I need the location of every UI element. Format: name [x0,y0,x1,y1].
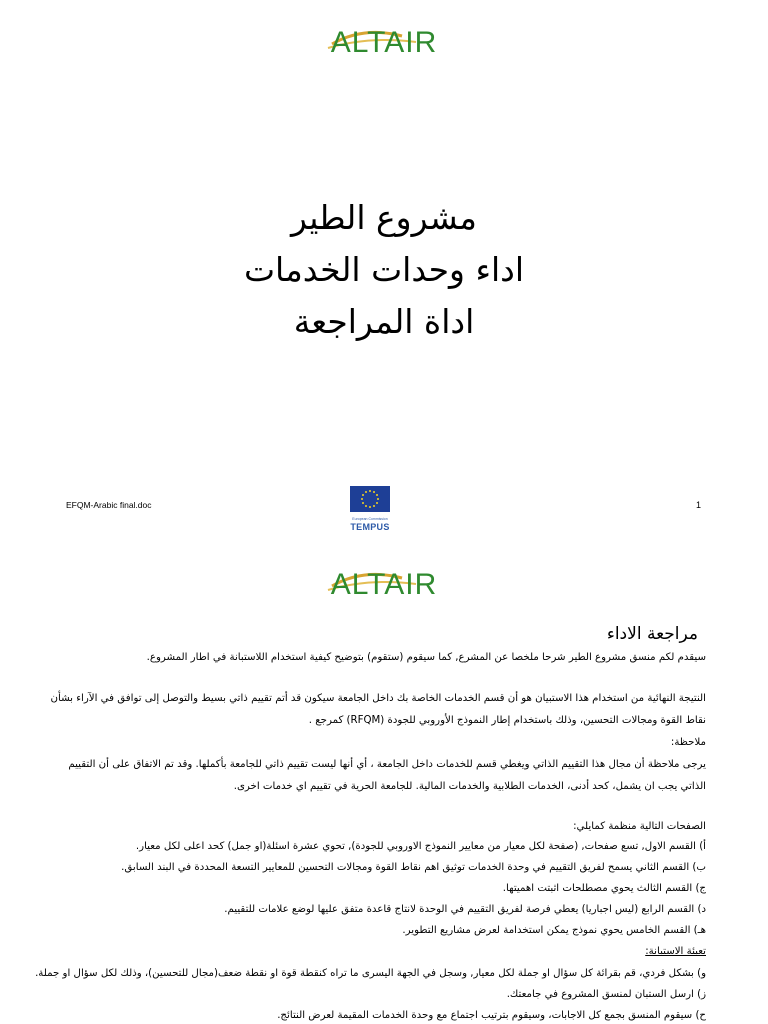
altair-logo-icon [324,556,444,602]
fill-label: تعبئة الاستبانة: [645,946,706,957]
tempus-label: TEMPUS [350,522,390,532]
section-item-b: ب) القسم الثاني يسمح لفريق التقييم في وحدة الخدمات توثيق اهم نقاط القوة ومجالات التحسين للمعايير التسعة المحددة في البند السابق. [121,862,706,873]
section-item-a: أ) القسم الاول, تسع صفحات, (صفحة لكل معيار من معايير النموذج الاوروبي للجودة), تحوي عشرة اسئلة(او جمل) كحد اعلى لكل معيار. [135,841,706,852]
title-line-1: مشروع الطير [291,198,477,237]
fill-item-1: و) بشكل فردي، قم بقرائة كل سؤال او جملة لكل معيار, وسجل في الجهة اليسرى ما تراه كنقطة قوة او نقطة ضعف(مجال للتحسين)، وذلك لكل سؤال او جملة. [35,968,706,979]
svg-text:ALTAIR: ALTAIR [330,568,438,601]
result-line-1: النتيجة النهائية من استخدام هذا الاستبيان هو أن قسم الخدمات الخاصة بك داخل الجامعة سيكون قد أتم تقييم ذاتي بسيط والتوصل إلى توافق في الآراء بشأن [50,693,706,704]
title-line-2: اداء وحدات الخدمات [243,250,525,289]
fill-item-2: ز) ارسل الستبان لمنسق المشروع في جامعتك. [506,989,706,1000]
note-label: ملاحظة: [670,737,706,748]
eu-flag-icon [350,486,390,512]
pages-intro: الصفحات التالية منظمة كمايلي: [573,821,706,832]
tempus-caption: European Commission [352,517,388,521]
note-line-1: يرجى ملاحظة أن مجال هذا التقييم الذاتي ويغطي قسم للخدمات داخل الجامعة ، أي أنها ليست تقييم ذاتي للجامعة بأكملها. وقد تم الاتفاق على أن التقييم [68,759,706,770]
note-line-2: الذاتي يجب ان يشمل، كحد أدنى، الخدمات الطلابية والخدمات المالية. للجامعة الحرية في تقييم اي خدمات اخرى. [233,781,706,792]
section-item-c: ج) القسم الثالث يحوي مصطلحات اثبتت اهميتها. [502,883,706,894]
page-number: 1 [696,500,702,510]
fill-item-3: ح) سيقوم المنسق بجمع كل الاجابات، وسيقوم بترتيب اجتماع مع وحدة الخدمات المقيمة لعرض النتائج. [277,1010,706,1021]
altair-logo-top [0,14,768,64]
intro-text: سيقدم لكم منسق مشروع الطير شرحا ملخصا عن المشرع, كما سيقوم (ستقوم) بتوضيح كيفية استخدام اللاستبانة في اطار المشروع. [146,652,706,663]
footer-filename: EFQM-Arabic final.doc [66,500,152,510]
section-heading: مراجعة الاداء [606,624,698,644]
result-line-2: نقاط القوة ومجالات التحسين، وذلك باستخدام إطار النموذج الأوروبي للجودة (RFQM) كمرجع . [308,715,706,726]
altair-logo-icon [324,14,444,60]
altair-logo-bottom [0,556,768,606]
title-line-3: اداة المراجعة [293,302,475,341]
section-item-d: د) القسم الرابع (ليس اجباريا) يعطي فرصة لفريق التقييم في الوحدة لانتاج قاعدة متفق عليها لوضع علامات للتقييم. [224,904,706,915]
tempus-logo [348,486,392,532]
section-item-e: هـ) القسم الخامس يحوي نموذج يمكن استخدامة لعرض مشاريع التطوير. [402,925,706,936]
svg-text:ALTAIR: ALTAIR [330,26,438,59]
